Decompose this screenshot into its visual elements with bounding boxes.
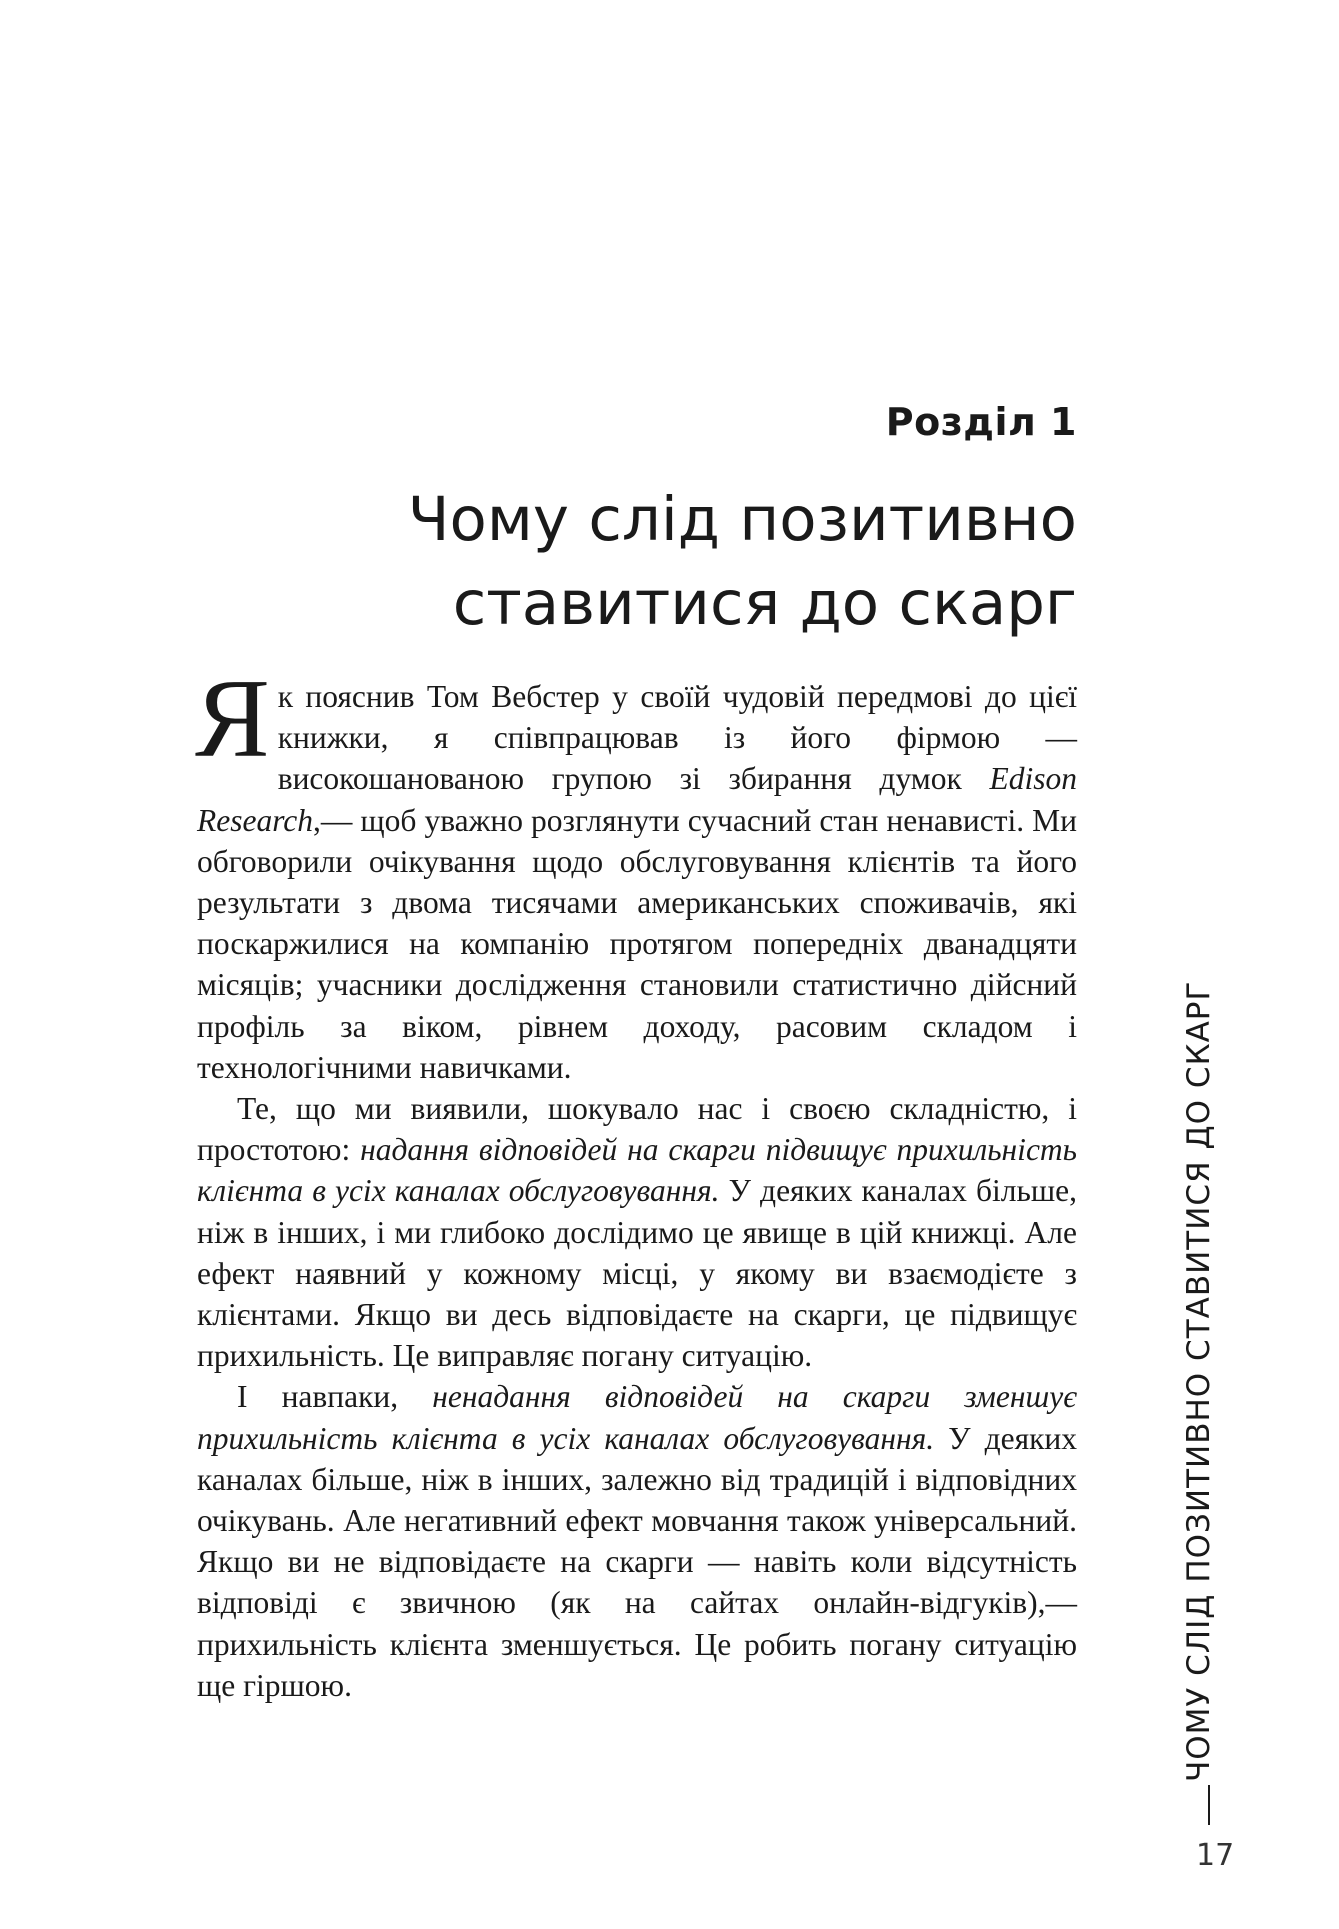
running-head: ЧОМУ СЛІД ПОЗИТИВНО СТАВИТИСЯ ДО СКАРГ bbox=[1181, 980, 1217, 1782]
paragraph-3 bbox=[197, 1376, 1077, 1706]
paragraph-2-italic: надання відповідей на скарги підвищує прихильність клієнта в усіх каналах обслуговування. bbox=[197, 1132, 1078, 1209]
paragraph-1-text: к пояснив Том Вебстер у своїй чудовій передмові до цієї книжки, я співпрацював із його фірмою — високошанованою групою зі збирання думок bbox=[277, 679, 1077, 797]
paragraph-1-text-after: ,— щоб уважно розглянути сучасний стан ненависті. Ми обговорили очікування щодо обслуговування клієнтів та його результати з двома тисячами американських споживачів, які поскаржилися на компанію протягом попередніх дванадцяти місяців; учасники дослідження становили статистично дійсний профіль за віком, рівнем доходу, расовим складом і технологічними навичками. bbox=[197, 802, 1077, 1085]
paragraph-1 bbox=[195, 657, 1077, 1088]
running-head-rule bbox=[1208, 1785, 1210, 1825]
paragraph-3-italic: ненадання відповідей на скарги зменшує прихильність клієнта в усіх каналах обслуговування. bbox=[197, 1379, 1077, 1456]
paragraph-3-text-before: І навпаки, bbox=[237, 1379, 433, 1415]
paragraph-3-text-after: У деяких каналах більше, ніж в інших, залежно від традицій і відповідних очікувань. Але негативний ефект мовчання також універсальний. Якщо ви не відповідаєте на скарги — навіть коли відсутність відповіді є звичною (як на сайтах онлайн-відгуків),— прихильність клієнта зменшується. Це робить погану ситуацію ще гіршою. bbox=[197, 1420, 1077, 1703]
paragraph-2-text-before: Те, що ми виявили, шокувало нас і своєю складністю, і простотою: bbox=[197, 1091, 1077, 1168]
chapter-title-line-2: ставитися до скарг bbox=[452, 568, 1077, 639]
drop-cap: Я bbox=[195, 657, 270, 781]
paragraph-2-text-after: У деяких каналах більше, ніж в інших, і ми глибоко дослідимо це явище в цій книжці. Але ефект наявний у кожному місці, у якому ви взаємодієте з клієнтами. Якщо ви десь відповідаєте на скарги, це підвищує прихильність. Це виправляє погану ситуацію. bbox=[197, 1173, 1077, 1374]
paragraph-1-italic: Edison Research bbox=[197, 761, 1077, 838]
paragraph-2 bbox=[197, 1088, 1077, 1376]
chapter-label: Розділ 1 bbox=[885, 400, 1077, 444]
body-text bbox=[195, 657, 1078, 1706]
chapter-title bbox=[177, 478, 1077, 646]
page-number: 17 bbox=[1196, 1838, 1235, 1873]
chapter-title-line-1: Чому слід позитивно bbox=[407, 484, 1077, 555]
